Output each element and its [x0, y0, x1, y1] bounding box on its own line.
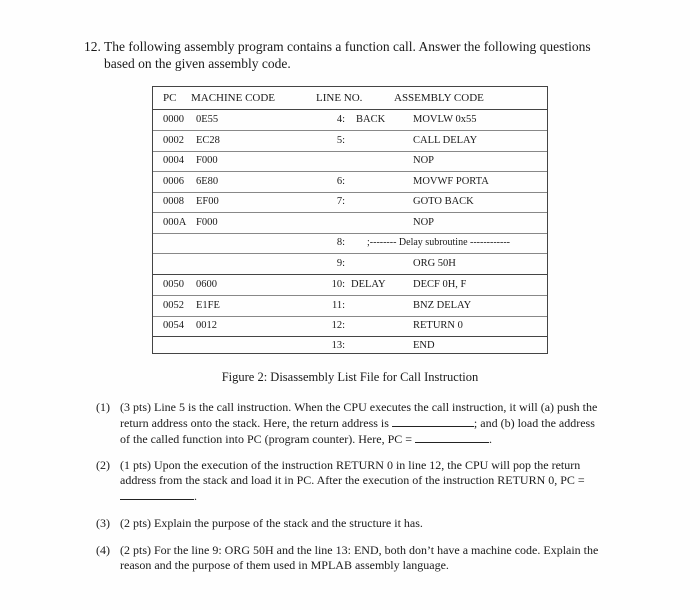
subquestion-3: [96, 516, 606, 531]
table-row: [153, 110, 547, 131]
subquestion-2: [96, 458, 606, 504]
table-header: [153, 87, 547, 110]
cell-line-no: 4:: [336, 114, 345, 125]
cell-assembly: CALL DELAY: [413, 134, 478, 146]
table-row: [153, 213, 547, 234]
cell-machine-code: EC28: [196, 134, 220, 146]
question-number: 12.: [84, 39, 101, 54]
cell-machine-code: 6E80: [196, 175, 219, 187]
cell-pc: 0000: [163, 114, 184, 125]
table-row: [153, 131, 547, 152]
subquestion-text-part: ; and (b) load the address of the called function into PC (program counter). Here, PC =: [120, 416, 595, 446]
answer-blank[interactable]: [392, 415, 474, 427]
cell-machine-code: F000: [196, 216, 218, 228]
cell-line-no: 7:: [336, 196, 345, 207]
cell-pc: 0002: [163, 134, 184, 146]
table-row: [153, 151, 547, 172]
cell-line-no: 10:: [331, 279, 345, 290]
cell-line-no: 5:: [336, 134, 345, 146]
table-row: [153, 172, 547, 193]
cell-assembly: ORG 50H: [413, 257, 456, 269]
subquestion-number: (3): [96, 516, 110, 530]
table-row: [153, 192, 547, 213]
table-row: [153, 275, 547, 296]
cell-pc: 0052: [163, 299, 184, 311]
subquestion-4: [96, 543, 606, 573]
cell-line-no: 12:: [331, 320, 345, 331]
subquestion-1: [96, 400, 606, 447]
cell-machine-code: E1FE: [196, 299, 220, 311]
answer-blank[interactable]: [415, 431, 489, 443]
cell-assembly: MOVWF PORTA: [413, 175, 489, 187]
cell-assembly: NOP: [413, 155, 435, 166]
cell-line-no: 6:: [336, 175, 345, 187]
cell-machine-code: 0012: [196, 320, 217, 331]
table-row: [153, 336, 547, 356]
cell-assembly: BNZ DELAY: [413, 299, 472, 311]
header-machine-code: MACHINE CODE: [191, 92, 276, 104]
question-header: [84, 38, 604, 72]
cell-pc: 0008: [163, 196, 184, 207]
cell-pc: 0006: [163, 175, 184, 187]
cell-pc: 0050: [163, 279, 184, 290]
cell-machine-code: F000: [196, 155, 218, 166]
cell-label: DELAY: [351, 279, 386, 290]
subquestion-text-part: .: [489, 432, 493, 446]
figure-caption: Figure 2: Disassembly List File for Call Instruction: [221, 370, 479, 384]
subquestion-number: (2): [96, 458, 110, 472]
subquestion-text: (2 pts) Explain the purpose of the stack and the structure it has.: [120, 516, 423, 530]
question-text: The following assembly program contains a function call. Answer the following questions based on the given assembly code.: [104, 39, 591, 71]
cell-line-no: 13:: [331, 340, 345, 351]
cell-label: BACK: [356, 114, 386, 125]
cell-machine-code: EF00: [196, 196, 219, 207]
table-row: [153, 233, 547, 254]
cell-assembly: MOVLW 0x55: [413, 114, 477, 125]
subquestion-text: [120, 400, 606, 447]
subquestion-text-part: .: [194, 489, 197, 503]
subquestion-text: [120, 458, 606, 504]
answer-blank[interactable]: [120, 488, 194, 500]
cell-pc: 000A: [163, 216, 187, 228]
subquestion-text-part: (3 pts) Line 5 is the call instruction. When the CPU executes the call instruction, it will (a) push the return address onto the stack. Here, the return address is: [120, 400, 598, 430]
cell-pc: 0004: [163, 155, 184, 166]
subquestion-text: (2 pts) For the line 9: ORG 50H and the line 13: END, both don’t have a machine code. Explain the reason and the purpose of them used in MPLAB assembly language.: [120, 543, 599, 572]
header-assembly-code: ASSEMBLY CODE: [394, 92, 484, 104]
subquestion-number: (1): [96, 400, 110, 414]
header-pc: PC: [163, 92, 177, 104]
cell-assembly: DECF 0H, F: [413, 279, 467, 290]
cell-assembly: NOP: [413, 216, 435, 228]
cell-machine-code: 0E55: [196, 114, 219, 125]
subquestion-number: (4): [96, 543, 110, 557]
table-row: [153, 254, 547, 275]
cell-assembly: GOTO BACK: [413, 196, 474, 207]
cell-pc: 0054: [163, 320, 184, 331]
cell-line-no: 11:: [331, 299, 345, 311]
table-row: [153, 316, 547, 337]
cell-assembly: RETURN 0: [413, 320, 463, 331]
table-row: [153, 296, 547, 317]
cell-line-no: 9:: [336, 257, 345, 269]
cell-line-no: 8:: [336, 237, 345, 248]
cell-assembly: END: [413, 340, 435, 351]
disassembly-table: [152, 86, 548, 354]
cell-comment: ;-------- Delay subroutine ------------: [367, 237, 510, 248]
subquestion-text-part: (1 pts) Upon the execution of the instruction RETURN 0 in line 12, the CPU will pop the return address from the stack and load it in PC. After the execution of the instruction RETURN 0, PC =: [120, 458, 585, 487]
header-line-no: LINE NO.: [316, 92, 363, 104]
cell-machine-code: 0600: [196, 279, 217, 290]
